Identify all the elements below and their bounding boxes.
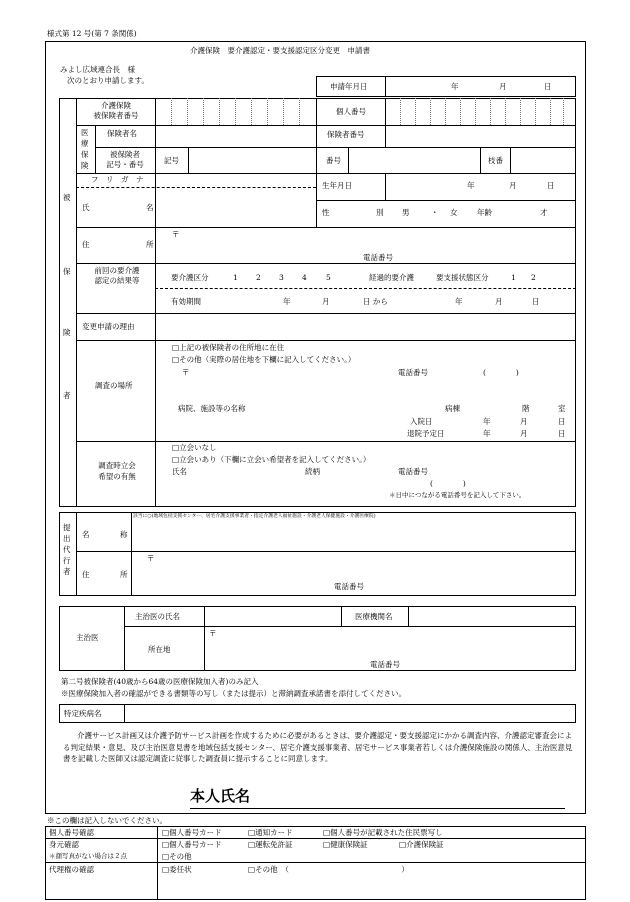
office-row3-opt2[interactable]: □その他 （ ） [248, 865, 409, 874]
prev-result-label: 前回の要介護 認定の結果等 [94, 266, 140, 286]
doctor-label: 主治医 [76, 633, 99, 642]
signature-line[interactable] [190, 808, 565, 809]
application-date-label: 申請年月日 [330, 82, 368, 91]
month-label: 月 [499, 82, 507, 91]
agent-label-2: 出 [63, 534, 71, 543]
insured-label-4: 者 [63, 391, 71, 400]
office-row2-sub: ＊顔写真がない場合は２点 [49, 852, 127, 860]
number-label: 番号 [326, 156, 341, 165]
admit-day: 日 [558, 417, 566, 426]
name-label-1: 氏 [82, 203, 90, 212]
consent-text: 介護サービス計画又は介護予防サービス計画を作成するために必要があるときは、要介護認定・要支援認定にかかる調査内容、介護認定審査会による判定結果・意見、及び主治医意見書を地域包括支援センター、居宅介護支援事業者、居宅サービス事業者若しくは介護保険施設の関係人、主治医意見書を記載した医師又は認定調査に従事した調査員に提示することに同意します。 [63, 731, 573, 764]
disease-row[interactable] [59, 704, 576, 723]
furigana-label: フ リ ガ ナ [91, 175, 144, 184]
discharge-year: 年 [483, 429, 491, 438]
vp-year-2: 年 [455, 297, 463, 306]
insurer-name-label: 保険者名 [107, 129, 137, 138]
care-level-5[interactable]: 5 [326, 273, 331, 282]
care-level-4[interactable]: 4 [302, 273, 307, 282]
attend-note: ＊日中につながる電話番号を記入して下さい。 [389, 491, 526, 499]
personal-number-label: 個人番号 [336, 107, 366, 116]
birth-day: 日 [547, 181, 555, 190]
address-label-2: 所 [146, 240, 154, 249]
medical-doc-note: ※医療保険加入者の確認ができる書類等の写し（または提示）と滞納調査承諾書を添付してください。 [61, 689, 406, 698]
agent-address-label-2: 所 [120, 570, 128, 579]
admit-month: 月 [520, 417, 528, 426]
office-row2-opt1[interactable]: □個人番号カード [162, 840, 222, 849]
attend-name-label: 氏名 [172, 467, 187, 476]
addressee: みよし広域連合長 様 [60, 65, 135, 74]
agent-phone: 電話番号 [334, 582, 364, 591]
postal-mark: 〒 [172, 230, 180, 239]
year-label: 年 [451, 82, 459, 91]
attend-option-yes[interactable]: □立会いあり（下欄に立会い希望者を記入してください。） [172, 455, 371, 464]
agent-name-label-1: 名 [82, 530, 90, 539]
vp-month: 月 [322, 297, 330, 306]
care-level-1[interactable]: 1 [233, 273, 238, 282]
agent-label-3: 代 [63, 545, 71, 554]
sex-separator: ・ [431, 208, 439, 217]
agent-label-5: 者 [63, 567, 71, 576]
branch-label: 枝番 [488, 156, 503, 165]
birth-label: 生年月日 [322, 181, 352, 190]
location-label: 所在地 [148, 645, 171, 654]
holder-label: 被保険者 記号・番号 [106, 150, 144, 169]
admit-date-label: 入院日 [410, 417, 433, 426]
disease-label: 特定疾病名 [64, 709, 102, 718]
survey-postal: 〒 [182, 368, 190, 377]
sex-female[interactable]: 女 [450, 208, 458, 217]
discharge-month: 月 [520, 429, 528, 438]
insured-number-label: 介護保険 被保険者番号 [93, 101, 139, 120]
office-row2-opt2[interactable]: □運転免許証 [248, 840, 293, 849]
phone-label: 電話番号 [363, 253, 393, 262]
attend-label: 調査時立会 希望の有無 [98, 461, 136, 481]
office-row3-label: 代理権の確認 [49, 865, 94, 874]
address-label-1: 住 [82, 240, 90, 249]
agent-postal: 〒 [147, 554, 155, 563]
form-number: 様式第 12 号(第 7 条関係) [47, 29, 137, 38]
name-label-2: 名 [146, 203, 154, 212]
support-level-1[interactable]: 1 [511, 273, 516, 282]
attend-phone-label: 電話番号 [398, 467, 428, 476]
institution-label: 医療機関名 [355, 612, 393, 621]
agent-label-1: 提 [63, 523, 71, 532]
discharge-date-label: 退院予定日 [407, 429, 445, 438]
office-row2-label: 身元確認 [49, 840, 79, 849]
age-label: 年齢 [477, 208, 492, 217]
age-unit: 才 [540, 208, 548, 217]
survey-place-label: 調査の場所 [95, 381, 133, 390]
office-row2-opt3[interactable]: □健康保険証 [323, 840, 368, 849]
medical-label-4: 険 [81, 161, 89, 170]
survey-phone-paren: ( ) [483, 368, 519, 377]
office-row3-opt1[interactable]: □委任状 [162, 865, 192, 874]
care-level-3[interactable]: 3 [279, 273, 284, 282]
survey-option-other[interactable]: □その他（実際の居住地を下欄に記入してください。） [172, 355, 356, 364]
sex-male[interactable]: 男 [402, 208, 410, 217]
insured-label-2: 保 [63, 267, 71, 276]
office-row1-opt2[interactable]: □通知カード [248, 828, 293, 837]
floor-label: 階 [522, 404, 530, 413]
care-level-label: 要介護区分 [171, 273, 209, 282]
medical-label-3: 保 [81, 150, 89, 159]
doctor-phone: 電話番号 [370, 660, 400, 669]
agent-note: 該当に○(地域包括支援センター、居宅介護支援事業者・指定介護老人福祉施設・介護老人保健施設・介護医療院) [133, 514, 376, 519]
office-row1-opt1[interactable]: □個人番号カード [162, 828, 222, 837]
insured-label-3: 険 [63, 328, 71, 337]
insured-label-1: 被 [63, 193, 71, 202]
office-row2-other[interactable]: □その他 [162, 852, 192, 861]
agent-name-label-2: 称 [120, 530, 128, 539]
discharge-day: 日 [558, 429, 566, 438]
vp-year: 年 [283, 297, 291, 306]
birth-year: 年 [467, 181, 475, 190]
office-row1-label: 個人番号確認 [49, 828, 94, 837]
attend-phone-paren: ( ) [430, 479, 466, 488]
office-row1-opt3[interactable]: □個人番号が記載された住民票写し [323, 828, 443, 837]
insurer-number-label: 保険者番号 [327, 130, 365, 139]
second-insured-note: 第二号被保険者(40歳から64歳の医療保険加入者)のみ記入 [61, 677, 259, 686]
room-label: 室 [558, 404, 566, 413]
agent-address-label-1: 住 [82, 570, 90, 579]
medical-label-2: 療 [81, 139, 89, 148]
vp-day-2: 日 [532, 297, 540, 306]
survey-phone: 電話番号 [398, 368, 428, 377]
sex-label-2: 別 [376, 208, 384, 217]
care-level-2[interactable]: 2 [256, 273, 261, 282]
attend-relation-label: 続柄 [305, 467, 320, 476]
vp-month-2: 月 [495, 297, 503, 306]
support-level-label: 要支援状態区分 [436, 273, 489, 282]
agent-label-4: 行 [63, 556, 71, 565]
transitional-care[interactable]: 経過的要介護 [369, 273, 414, 282]
medical-label-1: 医 [81, 128, 89, 137]
doctor-postal: 〒 [209, 629, 217, 638]
change-reason-label: 変更申請の理由 [82, 322, 135, 331]
office-row2-opt4[interactable]: □介護保険証 [399, 840, 444, 849]
signature-label: 本人氏名 [190, 787, 251, 805]
vp-day-from: 日 から [363, 297, 388, 306]
birth-month: 月 [509, 181, 517, 190]
day-label: 日 [544, 82, 552, 91]
doctor-name-label: 主治医の氏名 [135, 612, 180, 621]
office-note: ※この欄は記入しないでください。 [47, 816, 167, 825]
survey-option-address[interactable]: □上記の被保険者の住所地に在住 [172, 343, 285, 352]
support-level-2[interactable]: 2 [531, 273, 536, 282]
attend-option-none[interactable]: □立会いなし [172, 443, 217, 452]
sex-label-1: 性 [322, 208, 330, 217]
agent-section [59, 512, 576, 596]
valid-period-label: 有効期間 [171, 297, 201, 306]
admit-year: 年 [483, 417, 491, 426]
intro-text: 次のとおり申請します。 [67, 76, 149, 85]
hospital-name-label: 病院、施設等の名称 [178, 404, 246, 413]
symbol-label: 記号 [164, 156, 179, 165]
form-title: 介護保険 要介護認定・要支援認定区分変更 申請書 [190, 46, 370, 55]
ward-label: 病棟 [445, 404, 460, 413]
